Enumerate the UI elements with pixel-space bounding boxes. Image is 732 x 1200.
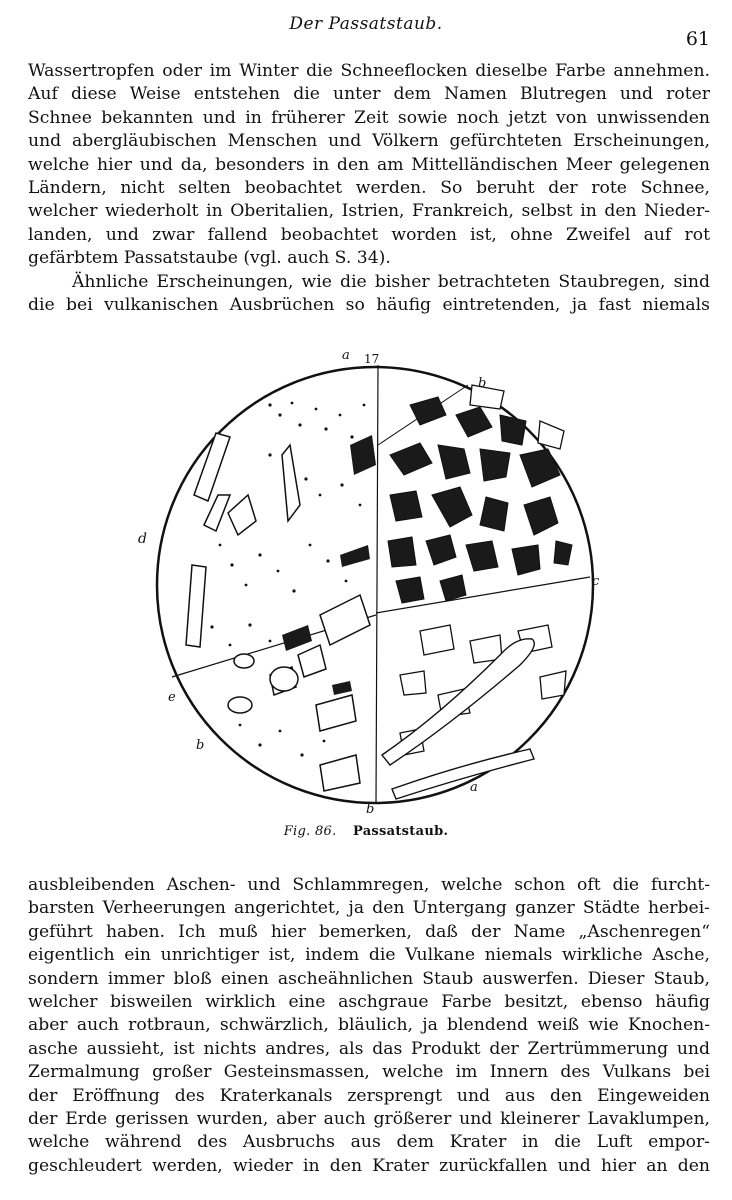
- figure-number: Fig. 86.: [283, 824, 337, 839]
- text-line: Ländern, nicht selten beobachtet werden. So beruht der rote Schnee,: [28, 177, 710, 198]
- field-of-view-circle: [157, 367, 593, 803]
- text-line: ausbleibenden Aschen- und Schlammregen, welche schon oft die furcht-: [28, 875, 710, 895]
- figure-label: b: [366, 802, 375, 815]
- text-line: gefärbtem Passatstaube (vgl. auch S. 34).: [28, 248, 391, 269]
- figure-label: b: [196, 738, 205, 753]
- text-line: barsten Verheerungen angerichtet, ja den Untergang ganzer Städte herbei-: [28, 898, 710, 919]
- page-number: 61: [685, 28, 710, 50]
- figure-caption: [0, 824, 732, 839]
- text-line: geschleudert werden, wieder in den Krater zurückfallen und hier an den: [28, 1155, 710, 1176]
- text-line: geführt haben. Ich muß hier bemerken, daß der Name „Aschenregen“: [28, 921, 710, 942]
- figure-label: a: [342, 348, 350, 363]
- text-line: landen, und zwar fallend beobachtet worden ist, ohne Zweifel auf rot: [28, 224, 710, 245]
- text-line: asche aussieht, ist nichts andres, als das Produkt der Zertrümmerung und: [28, 1038, 710, 1059]
- figure-label: b: [478, 376, 487, 391]
- text-line: Schnee bekannten und in früherer Zeit sowie noch jetzt von unwissenden: [28, 107, 710, 128]
- paragraph-bottom: [28, 874, 710, 1178]
- text-line: Wassertropfen oder im Winter die Schneeflocken dieselbe Farbe annehmen.: [28, 61, 710, 81]
- text-line: Zermalmung großer Gesteinsmassen, welche im Innern des Vulkans bei: [28, 1062, 710, 1083]
- text-line: eigentlich ein unrichtiger ist, indem die Vulkane niemals wirkliche Asche,: [28, 945, 710, 966]
- text-line: der Erde gerissen wurden, aber auch größerer und kleinerer Lavaklumpen,: [28, 1108, 710, 1129]
- text-line: welcher wiederholt in Oberitalien, Istrien, Frankreich, selbst in den Nieder-: [28, 201, 710, 222]
- figure-label: a: [470, 780, 478, 795]
- figure-label: e: [168, 690, 176, 705]
- figure-label: d: [138, 531, 147, 547]
- text-line: welche hier und da, besonders in den am Mittelländischen Meer gelegenen: [28, 154, 710, 175]
- figure-label: 17: [364, 352, 380, 366]
- text-line: die bei vulkanischen Ausbrüchen so häufig eintretenden, ja fast niemals: [28, 294, 710, 315]
- running-title: Der Passatstaub.: [289, 14, 443, 34]
- text-line: sondern immer bloß einen ascheähnlichen Staub auswerfen. Dieser Staub,: [28, 968, 710, 989]
- text-line: Auf diese Weise entstehen die unter dem Namen Blutregen und roter: [28, 84, 710, 105]
- text-line: der Eröffnung des Kraterkanals zersprengt und aus den Eingeweiden: [28, 1085, 710, 1106]
- page-header: [0, 14, 732, 50]
- figure-label: c: [592, 574, 600, 589]
- figure-title: Passatstaub.: [352, 824, 449, 839]
- text-line: aber auch rotbraun, schwärzlich, bläulich, ja blendend weiß wie Knochen-: [28, 1015, 710, 1036]
- paragraph-top: [28, 60, 710, 317]
- text-line: welcher bisweilen wirklich eine aschgraue Farbe besitzt, ebenso häufig: [28, 991, 710, 1012]
- figure-passatstaub: [120, 345, 620, 815]
- microscope-illustration: [120, 345, 620, 815]
- text-line: und abergläubischen Menschen und Völkern gefürchteten Erscheinungen,: [28, 131, 710, 152]
- text-line: Ähnliche Erscheinungen, wie die bisher betrachteten Staubregen, sind: [72, 271, 710, 292]
- text-line: welche während des Ausbruchs aus dem Krater in die Luft empor-: [28, 1132, 710, 1153]
